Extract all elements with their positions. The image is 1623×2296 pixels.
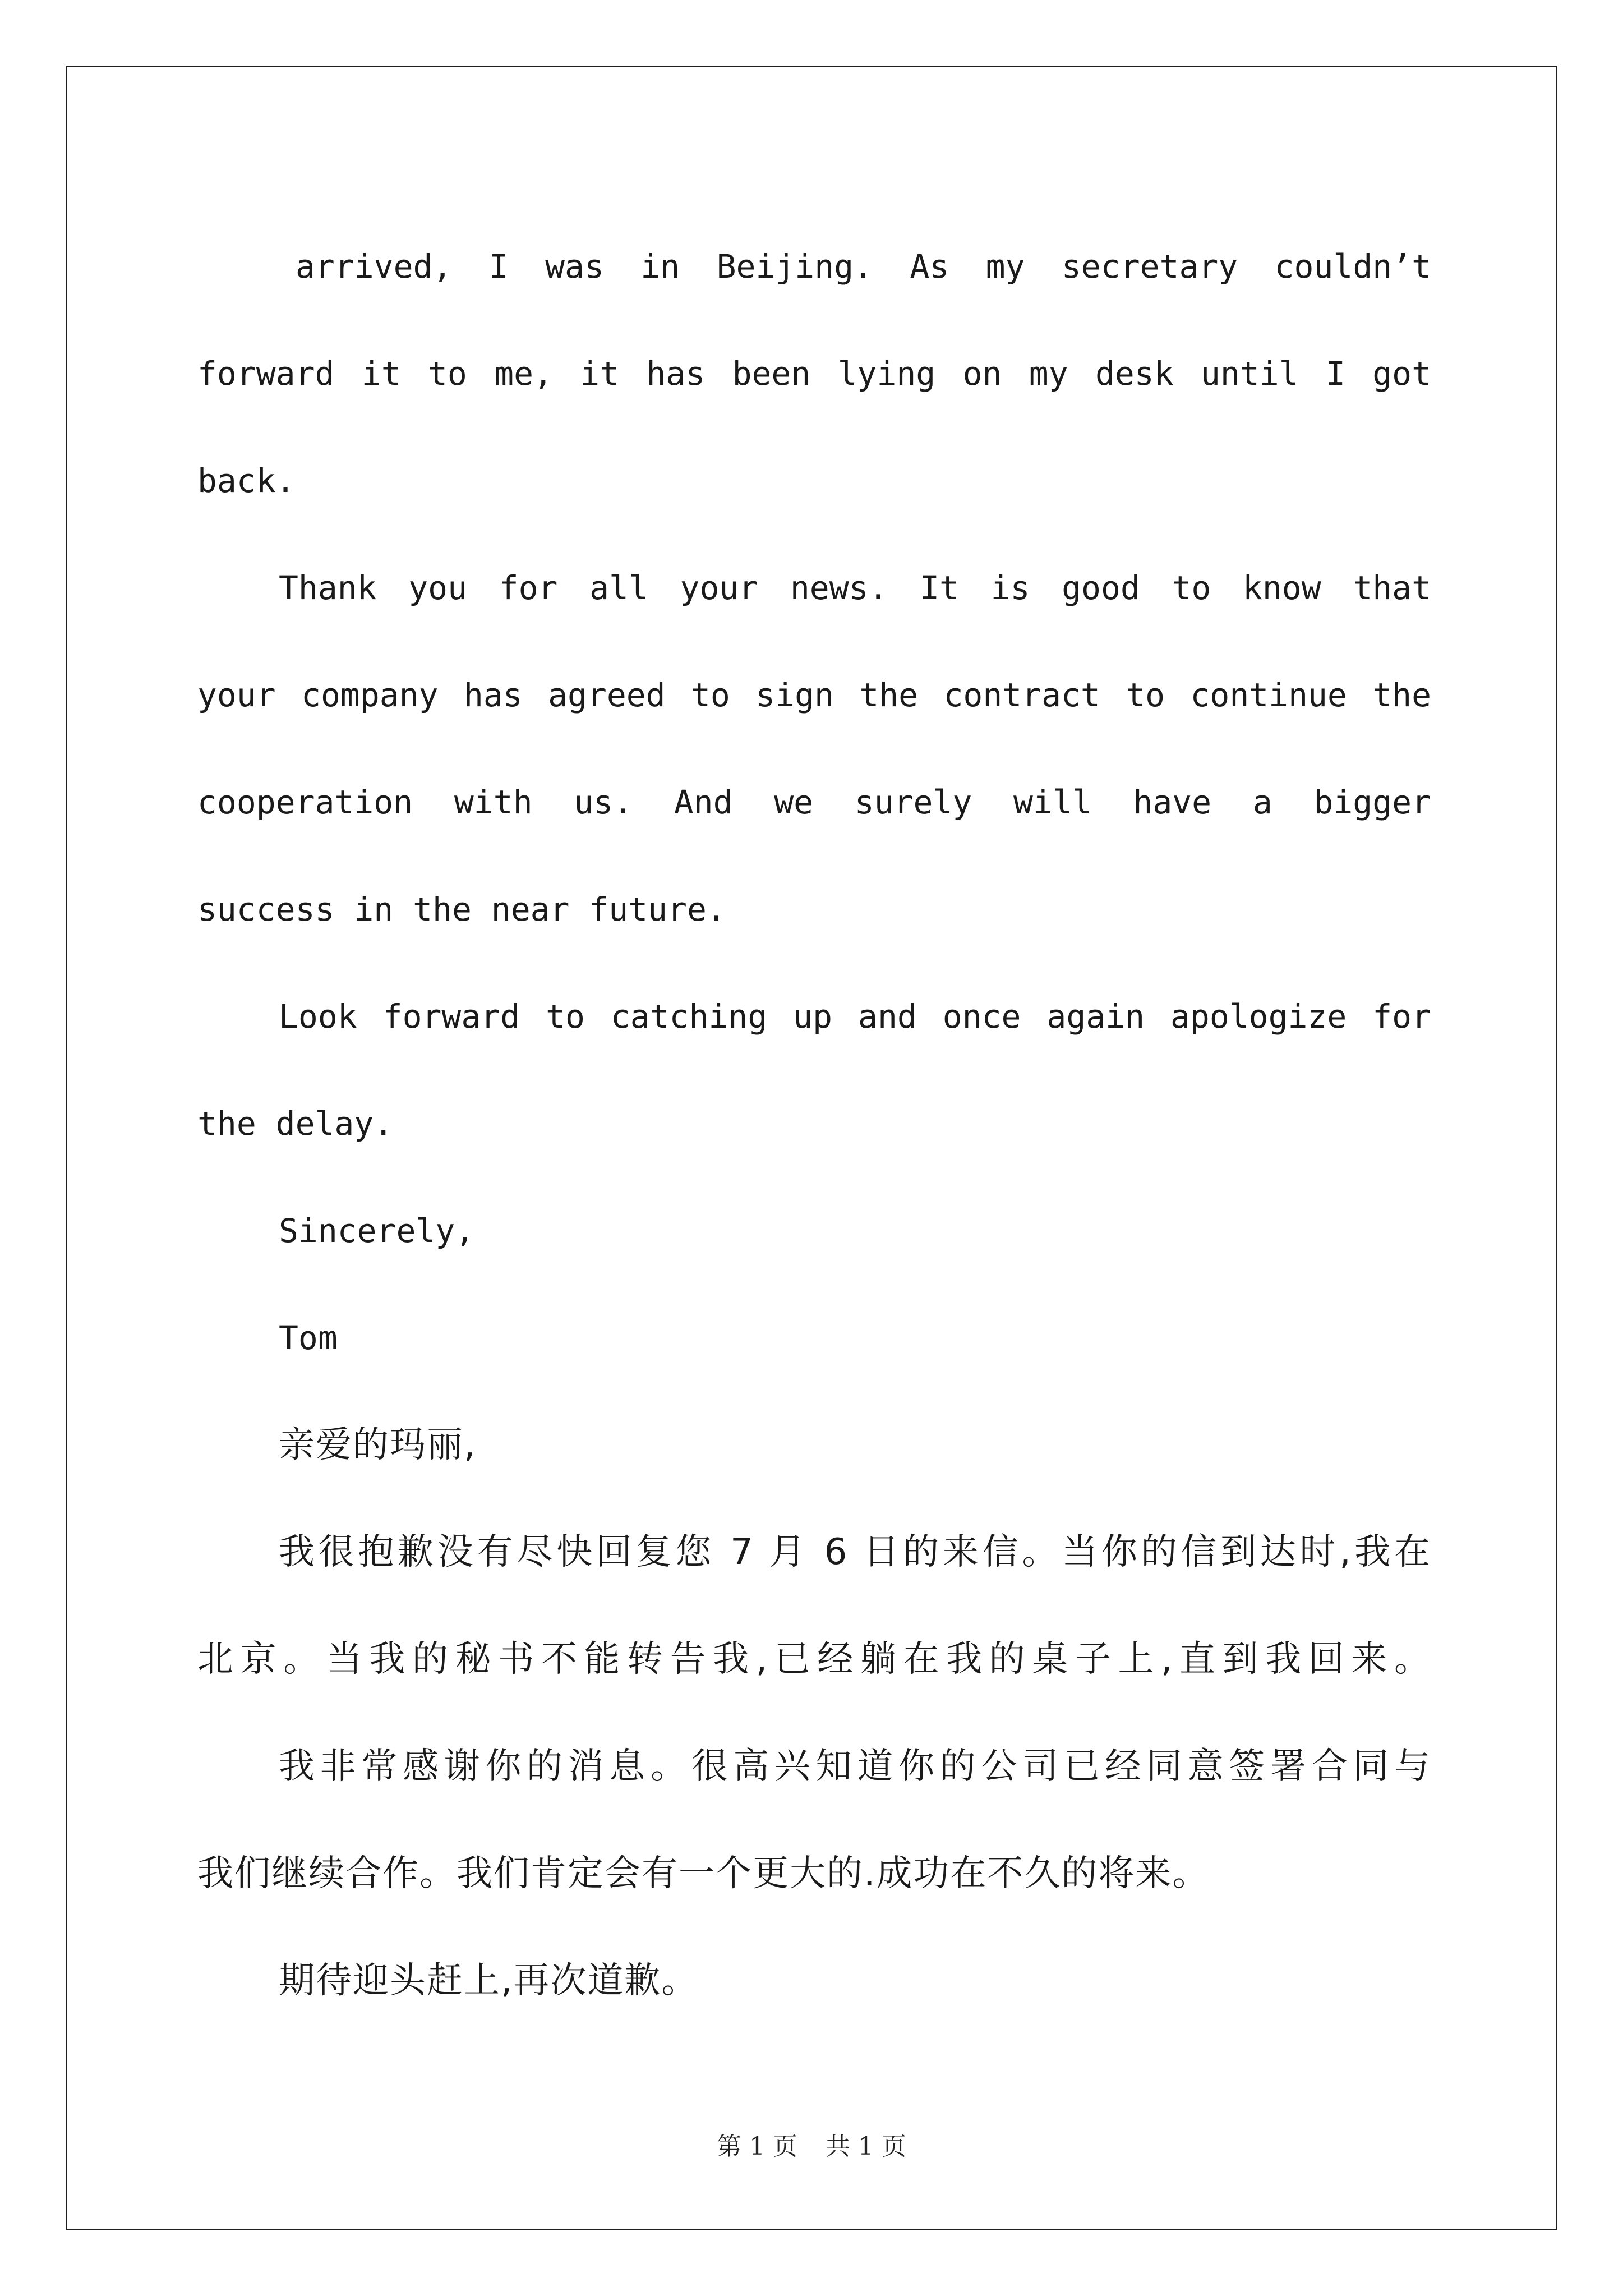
- text-line-content: 期待迎头赶上,再次道歉。: [279, 1960, 699, 2001]
- text-line: [197, 320, 1431, 427]
- text-line: [197, 1499, 1431, 1606]
- text-line-content: your company has agreed to sign the contract to continue the: [197, 676, 1431, 714]
- text-line: [197, 749, 1431, 856]
- salutation-line: [197, 1392, 1431, 1499]
- text-line: [197, 535, 1431, 642]
- text-line-content: success in the near future.: [197, 890, 726, 928]
- text-line-content: Look forward to catching up and once again apologize for: [279, 997, 1431, 1036]
- letter-body: [197, 213, 1431, 2035]
- text-line-content: 我非常感谢你的消息。很高兴知道你的公司已经同意签署合同与: [279, 1746, 1431, 1787]
- text-line-content: the delay.: [197, 1105, 394, 1143]
- text-line-content: arrived, I was in Beijing. As my secretary couldn’t: [296, 247, 1431, 286]
- text-line-content: forward it to me, it has been lying on my desk until I got: [197, 355, 1431, 393]
- text-line: [197, 1070, 1431, 1177]
- text-line: [197, 427, 1431, 535]
- page-footer: [0, 2126, 1623, 2162]
- text-line: [197, 1927, 1431, 2035]
- page-number-current: 第 1 页: [717, 2132, 797, 2161]
- signature-line: [197, 1285, 1431, 1392]
- text-line-content: 我很抱歉没有尽快回复您 7 月 6 日的来信。当你的信到达时,我在: [279, 1531, 1431, 1573]
- text-line: [197, 856, 1431, 963]
- page-number-total: 共 1 页: [826, 2132, 906, 2161]
- text-line-content: back.: [197, 462, 296, 500]
- text-line-content: 北京。当我的秘书不能转告我,已经躺在我的桌子上,直到我回来。: [197, 1639, 1431, 1680]
- text-line-content: 我们继续合作。我们肯定会有一个更大的.成功在不久的将来。: [197, 1853, 1210, 1894]
- closing-line: [197, 1177, 1431, 1285]
- salutation-text: 亲爱的玛丽,: [279, 1424, 477, 1466]
- signature-name: Tom: [279, 1319, 338, 1357]
- text-line: [197, 963, 1431, 1070]
- closing-text: Sincerely,: [279, 1212, 475, 1250]
- text-line-content: Thank you for all your news. It is good to know that: [279, 569, 1431, 607]
- text-line-content: cooperation with us. And we surely will have a bigger: [197, 783, 1431, 821]
- text-line: [197, 1820, 1431, 1927]
- text-line: [197, 642, 1431, 749]
- text-line: [197, 213, 1431, 320]
- text-line: [197, 1606, 1431, 1713]
- text-line: [197, 1713, 1431, 1820]
